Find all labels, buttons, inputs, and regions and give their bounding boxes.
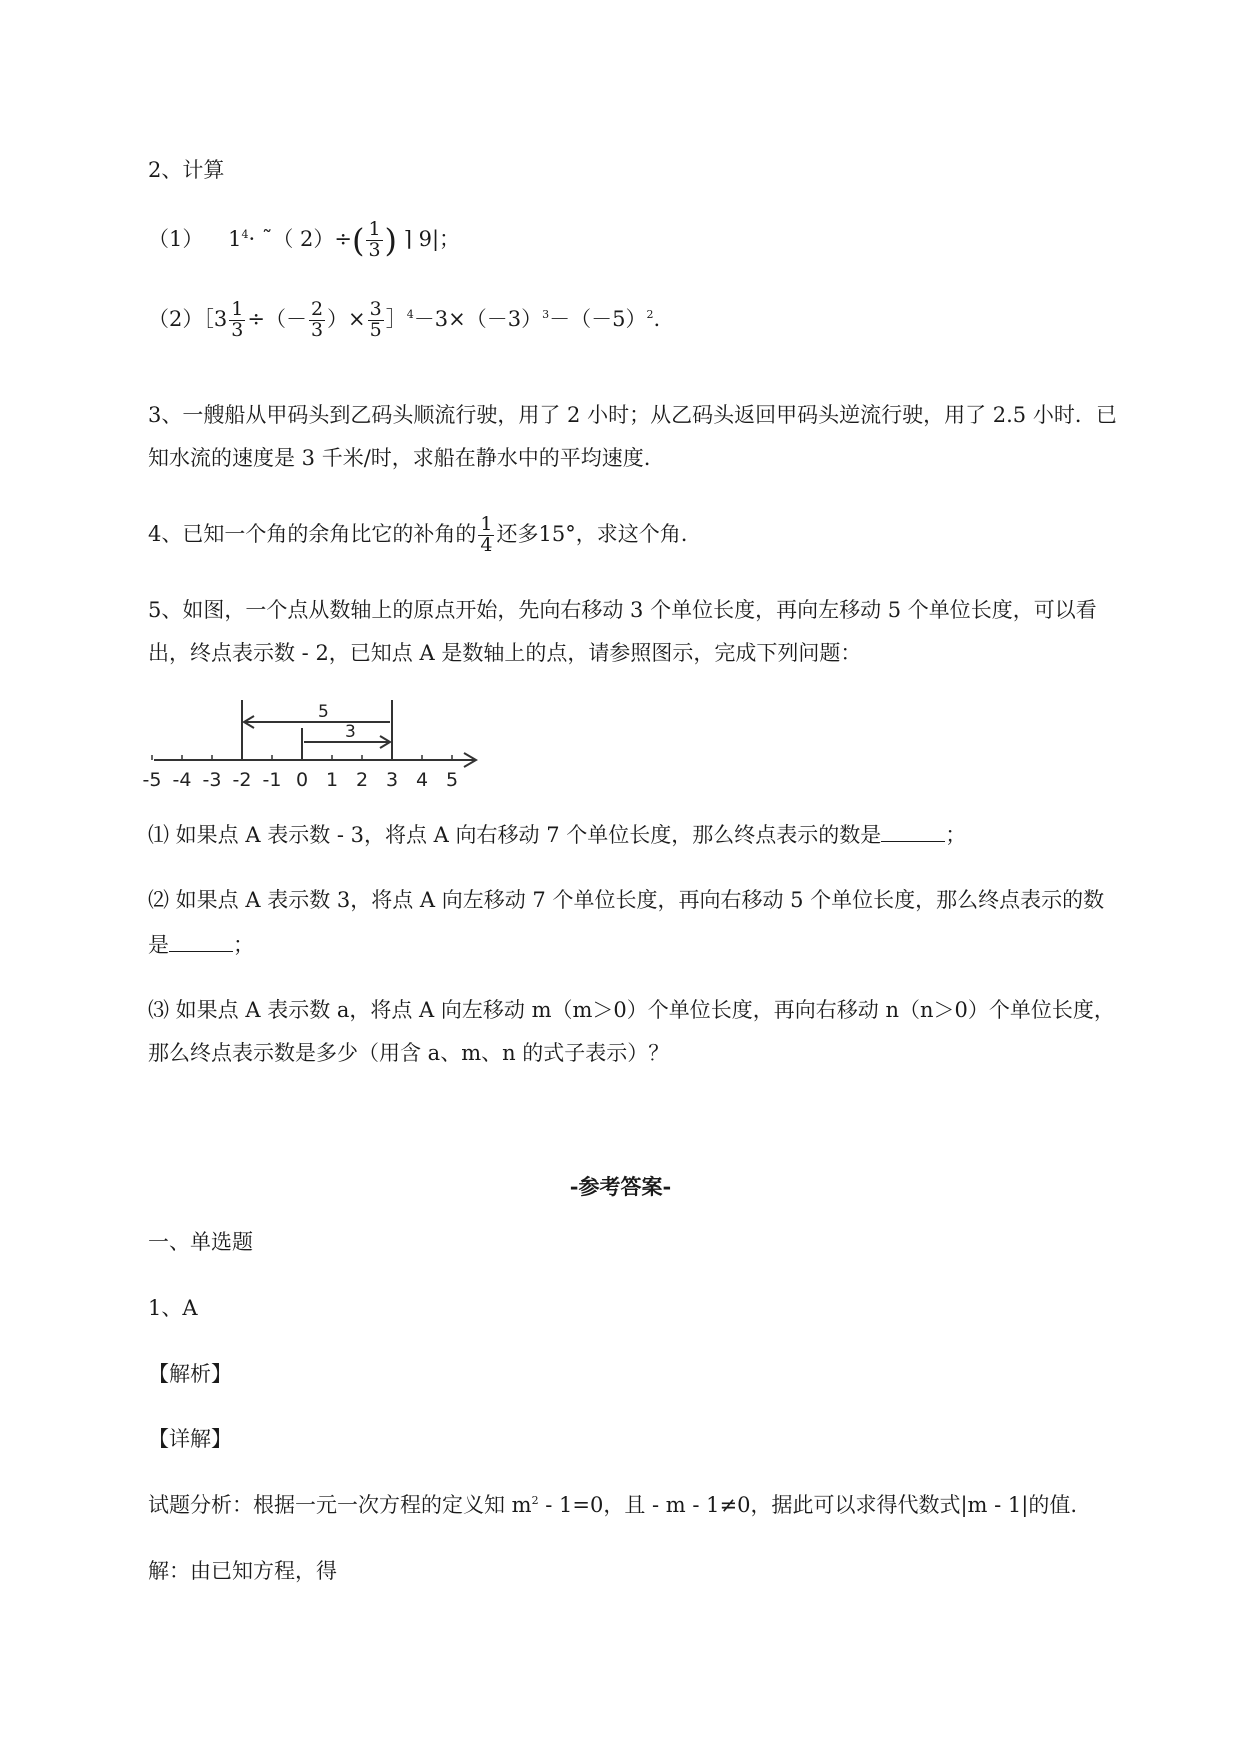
tick-label: -3: [202, 769, 222, 791]
fraction-numerator: 2: [310, 298, 324, 320]
q2-p1-a-sup: 4: [241, 227, 249, 241]
q5-sub3a: ⑶ 如果点 A 表示数 a，将点 A 向左移动 m（m＞0）个单位长度，再向右移动 n（n＞0）个单位长度，: [148, 998, 1115, 1022]
tick-label: -2: [232, 769, 252, 791]
q4-pre: 4、已知一个角的余角比它的补角的: [148, 521, 477, 546]
q2-p2-sup3: 2: [646, 307, 654, 321]
q2-title: 2、计算: [148, 158, 225, 182]
q2-p2-open: ［3: [203, 306, 228, 331]
left-paren-icon: (: [351, 221, 365, 260]
tick-label: 3: [385, 769, 399, 791]
q5-s1-text: ⑴ 如果点 A 表示数 - 3，将点 A 向右移动 7 个单位长度，那么终点表示的数是: [148, 823, 882, 847]
q2-part1: [148, 220, 460, 261]
fraction-denominator: 5: [369, 318, 382, 341]
q3-line2: 知水流的速度是 3 千米/时，求船在静水中的平均速度.: [148, 446, 651, 470]
q2-p1-fraction: [366, 220, 382, 261]
fraction-denominator: 3: [310, 318, 324, 341]
q2-p1-b: ·: [248, 226, 256, 251]
fraction-numerator: 1: [231, 298, 244, 320]
answers-xiangjie: 【详解】: [148, 1427, 232, 1451]
q2-p2-frac3: [368, 300, 384, 341]
analysis-pre: 试题分析：根据一元一次方程的定义知 m: [148, 1493, 532, 1517]
answers-solution: 解：由已知方程，得: [148, 1559, 337, 1583]
fraction-denominator: 4: [480, 533, 493, 556]
fraction-denominator: 3: [231, 318, 244, 341]
q4-post: 还多15°，求这个角.: [496, 521, 688, 546]
q2-p1-g: ⌉: [403, 226, 412, 251]
q2-p1-h: 9: [418, 226, 432, 251]
q2-p1-a: 1: [228, 226, 242, 251]
tick-label: -1: [262, 769, 282, 791]
tick-label: -4: [172, 769, 192, 791]
q2-p1-d: （ 2）÷: [272, 226, 352, 251]
q2-p2-label: （2）: [148, 306, 204, 331]
q2-p2-end: .: [653, 306, 661, 331]
answers-jiexi: 【解析】: [148, 1362, 232, 1386]
answer-key-title: -参考答案-: [569, 1174, 672, 1199]
answers-item1: 1、A: [148, 1296, 198, 1320]
q3-line1: 3、一艘船从甲码头到乙码头顺流行驶，用了 2 小时；从乙码头返回甲码头逆流行驶，用了 2.5 小时．已: [148, 403, 1117, 427]
q2-p2-div: ÷（－: [247, 306, 307, 331]
answer-blank-1: [881, 823, 945, 842]
right-paren-icon: ): [384, 221, 398, 260]
q2-p1-i: |；: [431, 226, 461, 251]
tick-label: -5: [142, 769, 162, 791]
tick-label: 4: [415, 769, 429, 791]
fraction-numerator: 1: [480, 513, 493, 535]
q4: [148, 515, 687, 556]
q2-p2-sup1: 4: [406, 307, 414, 321]
q5-line2: 出，终点表示数 - 2，已知点 A 是数轴上的点，请参照图示，完成下列问题：: [148, 641, 862, 665]
q2-p2-rest1: ］: [385, 306, 407, 331]
number-line-diagram: [140, 690, 490, 800]
answers-section: 一、单选题: [148, 1230, 253, 1254]
q2-part2: [148, 300, 660, 341]
fraction-numerator: 1: [368, 218, 381, 240]
q5-s2b-text: 是: [148, 933, 169, 957]
q2-p2-rest3: －（－5）: [549, 306, 647, 331]
fraction-denominator: 3: [368, 238, 381, 261]
answer-blank-2: [169, 933, 233, 952]
q2-p2-frac1: [229, 300, 245, 341]
q5-s1-end: ；: [945, 823, 967, 847]
tick-label: 5: [445, 769, 459, 791]
q5-sub1: [148, 823, 966, 846]
q5-line1: 5、如图，一个点从数轴上的原点开始，先向右移动 3 个单位长度，再向左移动 5 个单位长度，可以看: [148, 598, 1097, 622]
fraction-numerator: 3: [369, 298, 382, 320]
tick-label: 2: [355, 769, 369, 791]
q2-p1-c: ˜: [261, 226, 273, 251]
tick-label: 0: [295, 769, 309, 791]
q2-p2-sup2: 3: [542, 307, 550, 321]
q5-sub3b: 那么终点表示数是多少（用含 a、m、n 的式子表示）？: [148, 1041, 670, 1065]
q2-p2-frac2: [309, 300, 325, 341]
q4-fraction: [478, 515, 494, 556]
q2-p2-rest2: －3×（－3）: [413, 306, 543, 331]
q5-sub2b: [148, 933, 254, 956]
label-5: 5: [318, 702, 329, 722]
q2-p2-times: ）×: [327, 306, 366, 331]
tick-label: 1: [325, 769, 339, 791]
answers-analysis: [148, 1495, 1077, 1516]
analysis-post: - 1=0，且 - m - 1≠0，据此可以求得代数式|m - 1|的值.: [538, 1493, 1078, 1517]
label-3: 3: [345, 722, 356, 742]
analysis-sup: 2: [531, 1494, 539, 1507]
q2-p1-label: （1）: [148, 226, 204, 251]
q5-s2-end: ；: [233, 933, 254, 957]
q5-sub2a: ⑵ 如果点 A 表示数 3，将点 A 向左移动 7 个单位长度，再向右移动 5 个单位长度，那么终点表示的数: [148, 888, 1105, 912]
